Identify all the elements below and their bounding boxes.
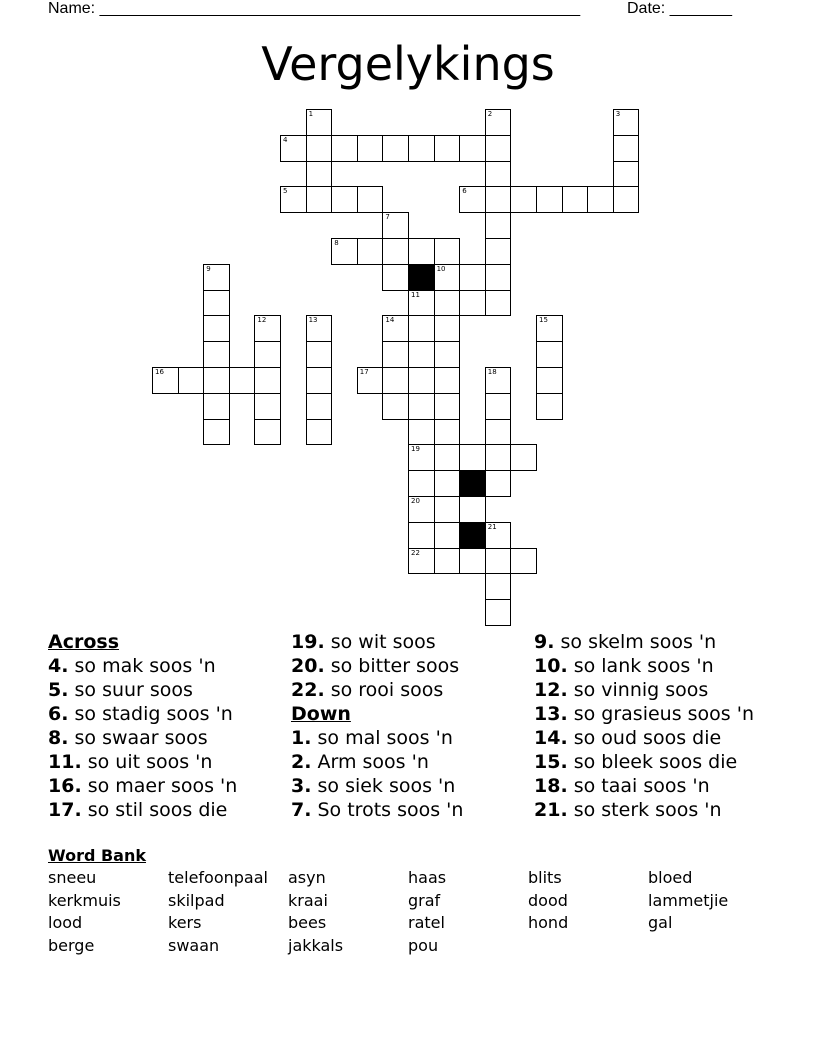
clue-number: 7: [385, 213, 390, 222]
grid-cell[interactable]: [485, 599, 512, 626]
clue-number: 10: [436, 264, 446, 273]
grid-cell[interactable]: [434, 444, 461, 471]
grid-cell[interactable]: [254, 367, 281, 394]
grid-cell[interactable]: [536, 367, 563, 394]
grid-cell[interactable]: [434, 496, 461, 523]
clue-column-3: [534, 630, 754, 822]
grid-cell[interactable]: [536, 341, 563, 368]
down-clue-3: 3. so siek soos 'n: [291, 775, 456, 797]
grid-cell[interactable]: [613, 135, 640, 162]
grid-cell[interactable]: [306, 393, 333, 420]
grid-cell[interactable]: [408, 315, 435, 342]
grid-cell[interactable]: [485, 573, 512, 600]
grid-cell[interactable]: [485, 135, 512, 162]
word-bank-word: skilpad: [168, 890, 225, 910]
grid-cell[interactable]: [254, 393, 281, 420]
word-bank-word: sneeu: [48, 868, 97, 887]
down-clue-21: 21. so sterk soos 'n: [534, 799, 722, 821]
word-bank-word: graf: [408, 890, 441, 910]
grid-cell[interactable]: [459, 496, 486, 523]
word-bank-word: berge: [48, 935, 95, 955]
grid-cell[interactable]: [306, 135, 333, 162]
across-clue-8: 8. so swaar soos: [48, 727, 208, 749]
grid-cell[interactable]: [510, 186, 537, 213]
word-bank-word: jakkals: [288, 935, 344, 955]
clue-number: 21: [487, 522, 497, 531]
clue-number: 1: [308, 110, 314, 118]
grid-cell[interactable]: [459, 444, 486, 471]
grid-cell[interactable]: [306, 367, 333, 394]
grid-cell[interactable]: [434, 419, 461, 446]
grid-cell[interactable]: [536, 393, 563, 420]
clue-column-1: [48, 630, 237, 822]
across-clue-5: 5. so suur soos: [48, 679, 193, 701]
grid-cell[interactable]: [203, 341, 230, 368]
word-bank-word: telefoonpaal: [168, 868, 268, 887]
clue-number: 5: [283, 187, 288, 196]
clue-number: 4: [283, 135, 288, 144]
grid-cell[interactable]: [434, 522, 461, 549]
word-bank-word: haas: [408, 868, 447, 887]
down-clue-18: 18. so taai soos 'n: [534, 775, 710, 797]
grid-cell[interactable]: [408, 548, 435, 575]
grid-cell[interactable]: [485, 522, 512, 549]
grid-cell[interactable]: [510, 548, 537, 575]
across-heading: Across: [48, 631, 120, 653]
grid-cell[interactable]: [485, 238, 512, 265]
grid-cell[interactable]: [178, 367, 205, 394]
grid-cell[interactable]: [280, 186, 307, 213]
grid-cell[interactable]: [306, 419, 333, 446]
grid-cell[interactable]: [203, 367, 230, 394]
grid-cell[interactable]: [408, 290, 435, 317]
across-clue-22: 22. so rooi soos: [291, 679, 444, 701]
grid-cell[interactable]: [434, 341, 461, 368]
down-clue-7: 7. So trots soos 'n: [291, 799, 464, 821]
grid-cell[interactable]: [536, 186, 563, 213]
word-bank-word: lammetjie: [648, 890, 729, 910]
word-bank-word: bees: [288, 913, 327, 932]
word-bank-word: gal: [648, 913, 673, 932]
grid-cell[interactable]: [306, 109, 333, 136]
across-clue-16: 16. so maer soos 'n: [48, 775, 238, 797]
clue-number: 12: [257, 316, 267, 325]
grid-cell[interactable]: [382, 212, 409, 239]
grid-cell[interactable]: [280, 135, 307, 162]
grid-cell[interactable]: [434, 290, 461, 317]
down-clue-10: 10. so lank soos 'n: [534, 655, 714, 677]
word-bank-word: bloed: [648, 868, 693, 887]
grid-cell[interactable]: [434, 135, 461, 162]
grid-cell[interactable]: [408, 522, 435, 549]
grid-cell[interactable]: [357, 186, 384, 213]
word-bank-word: dood: [528, 890, 568, 910]
grid-cell[interactable]: [254, 419, 281, 446]
grid-cell[interactable]: [203, 290, 230, 317]
clue-number: 22: [411, 548, 420, 557]
grid-cell[interactable]: [536, 315, 563, 342]
name-field-label: Name: ______________________________________________________: [48, 0, 581, 17]
grid-cell[interactable]: [510, 444, 537, 471]
grid-cell[interactable]: [485, 444, 512, 471]
grid-cell[interactable]: [254, 315, 281, 342]
grid-cell[interactable]: [331, 186, 358, 213]
page-title: Vergelykings: [261, 37, 555, 91]
clue-number: 18: [487, 368, 497, 376]
grid-cell[interactable]: [382, 367, 409, 394]
clue-number: 11: [411, 290, 420, 299]
grid-cell[interactable]: [382, 135, 409, 162]
clue-number: 13: [308, 316, 318, 325]
grid-cell[interactable]: [408, 367, 435, 394]
grid-cell[interactable]: [459, 548, 486, 575]
down-clue-1: 1. so mal soos 'n: [291, 727, 453, 749]
down-clue-2: 2. Arm soos 'n: [291, 751, 429, 773]
grid-cell[interactable]: [434, 264, 461, 291]
grid-cell[interactable]: [434, 238, 461, 265]
down-clue-13: 13. so grasieus soos 'n: [534, 703, 754, 725]
clue-number: 9: [206, 264, 211, 273]
clue-column-2: [291, 630, 463, 822]
word-bank-heading: Word Bank: [48, 846, 147, 865]
grid-cell[interactable]: [485, 161, 512, 188]
black-cell: [459, 522, 486, 549]
grid-cell[interactable]: [408, 470, 435, 497]
grid-cell[interactable]: [485, 367, 512, 394]
across-clue-19: 19. so wit soos: [291, 631, 436, 653]
grid-cell[interactable]: [203, 264, 230, 291]
grid-cell[interactable]: [229, 367, 256, 394]
grid-cell[interactable]: [357, 367, 384, 394]
clue-number: 6: [462, 187, 467, 196]
grid-cell[interactable]: [331, 238, 358, 265]
grid-cell[interactable]: [306, 341, 333, 368]
grid-cell[interactable]: [408, 135, 435, 162]
grid-cell[interactable]: [382, 238, 409, 265]
word-bank-word: kers: [168, 913, 202, 932]
word-bank-word: swaan: [168, 935, 220, 955]
grid-cell[interactable]: [434, 315, 461, 342]
grid-cell[interactable]: [408, 393, 435, 420]
grid-cell[interactable]: [562, 186, 589, 213]
grid-cell[interactable]: [485, 186, 512, 213]
grid-cell[interactable]: [382, 341, 409, 368]
grid-cell[interactable]: [485, 290, 512, 317]
grid-cell[interactable]: [613, 161, 640, 188]
across-clue-4: 4. so mak soos 'n: [48, 655, 216, 677]
grid-cell[interactable]: [306, 186, 333, 213]
grid-cell[interactable]: [459, 135, 486, 162]
grid-cell[interactable]: [613, 186, 640, 213]
down-clue-12: 12. so vinnig soos: [534, 679, 709, 701]
grid-cell[interactable]: [152, 367, 179, 394]
grid-cell[interactable]: [434, 393, 461, 420]
grid-cell[interactable]: [382, 315, 409, 342]
clue-number: 19: [411, 445, 420, 454]
clue-number: 3: [615, 110, 621, 118]
grid-cell[interactable]: [459, 186, 486, 213]
grid-cell[interactable]: [408, 444, 435, 471]
grid-cell[interactable]: [382, 393, 409, 420]
word-bank-word: lood: [48, 913, 83, 932]
clue-number: 2: [487, 110, 493, 118]
grid-cell[interactable]: [357, 238, 384, 265]
grid-cell[interactable]: [203, 419, 230, 446]
down-clue-9: 9. so skelm soos 'n: [534, 631, 717, 653]
word-bank-word: kraai: [288, 890, 328, 910]
grid-cell[interactable]: [254, 341, 281, 368]
grid-cell[interactable]: [485, 548, 512, 575]
across-clue-17: 17. so stil soos die: [48, 799, 228, 821]
down-clue-15: 15. so bleek soos die: [534, 751, 738, 773]
grid-cell[interactable]: [434, 367, 461, 394]
down-heading: Down: [291, 703, 351, 725]
grid-cell[interactable]: [459, 264, 486, 291]
clue-number: 8: [334, 239, 339, 247]
grid-cell[interactable]: [306, 315, 333, 342]
grid-cell[interactable]: [485, 393, 512, 420]
grid-cell[interactable]: [587, 186, 614, 213]
grid-cell[interactable]: [408, 341, 435, 368]
across-clue-6: 6. so stadig soos 'n: [48, 703, 233, 725]
word-bank-word: blits: [528, 868, 562, 887]
grid-cell[interactable]: [613, 109, 640, 136]
grid-cell[interactable]: [485, 212, 512, 239]
date-field-label: Date: _______: [627, 0, 732, 17]
clue-number: 20: [411, 497, 420, 505]
word-bank-word: asyn: [288, 868, 326, 887]
grid-cell[interactable]: [434, 548, 461, 575]
grid-cell[interactable]: [434, 470, 461, 497]
grid-cell[interactable]: [408, 419, 435, 446]
across-clue-11: 11. so uit soos 'n: [48, 751, 213, 773]
grid-cell[interactable]: [459, 290, 486, 317]
word-bank-word: pou: [408, 935, 439, 955]
grid-cell[interactable]: [408, 496, 435, 523]
clue-number: 15: [539, 316, 548, 325]
grid-cell[interactable]: [485, 109, 512, 136]
clue-number: 17: [359, 368, 369, 376]
grid-cell[interactable]: [203, 393, 230, 420]
grid-cell[interactable]: [408, 238, 435, 265]
grid-cell[interactable]: [485, 419, 512, 446]
grid-cell[interactable]: [203, 315, 230, 342]
word-bank-word: ratel: [408, 913, 445, 932]
grid-cell[interactable]: [306, 161, 333, 188]
grid-cell[interactable]: [485, 470, 512, 497]
grid-cell[interactable]: [357, 135, 384, 162]
black-cell: [408, 264, 435, 291]
down-clue-14: 14. so oud soos die: [534, 727, 722, 749]
grid-cell[interactable]: [382, 264, 409, 291]
grid-cell[interactable]: [331, 135, 358, 162]
clue-number: 16: [155, 368, 164, 376]
clue-number: 14: [385, 316, 395, 325]
across-clue-20: 20. so bitter soos: [291, 655, 460, 677]
grid-cell[interactable]: [485, 264, 512, 291]
black-cell: [459, 470, 486, 497]
word-bank-word: kerkmuis: [48, 890, 121, 910]
word-bank-word: hond: [528, 913, 569, 932]
